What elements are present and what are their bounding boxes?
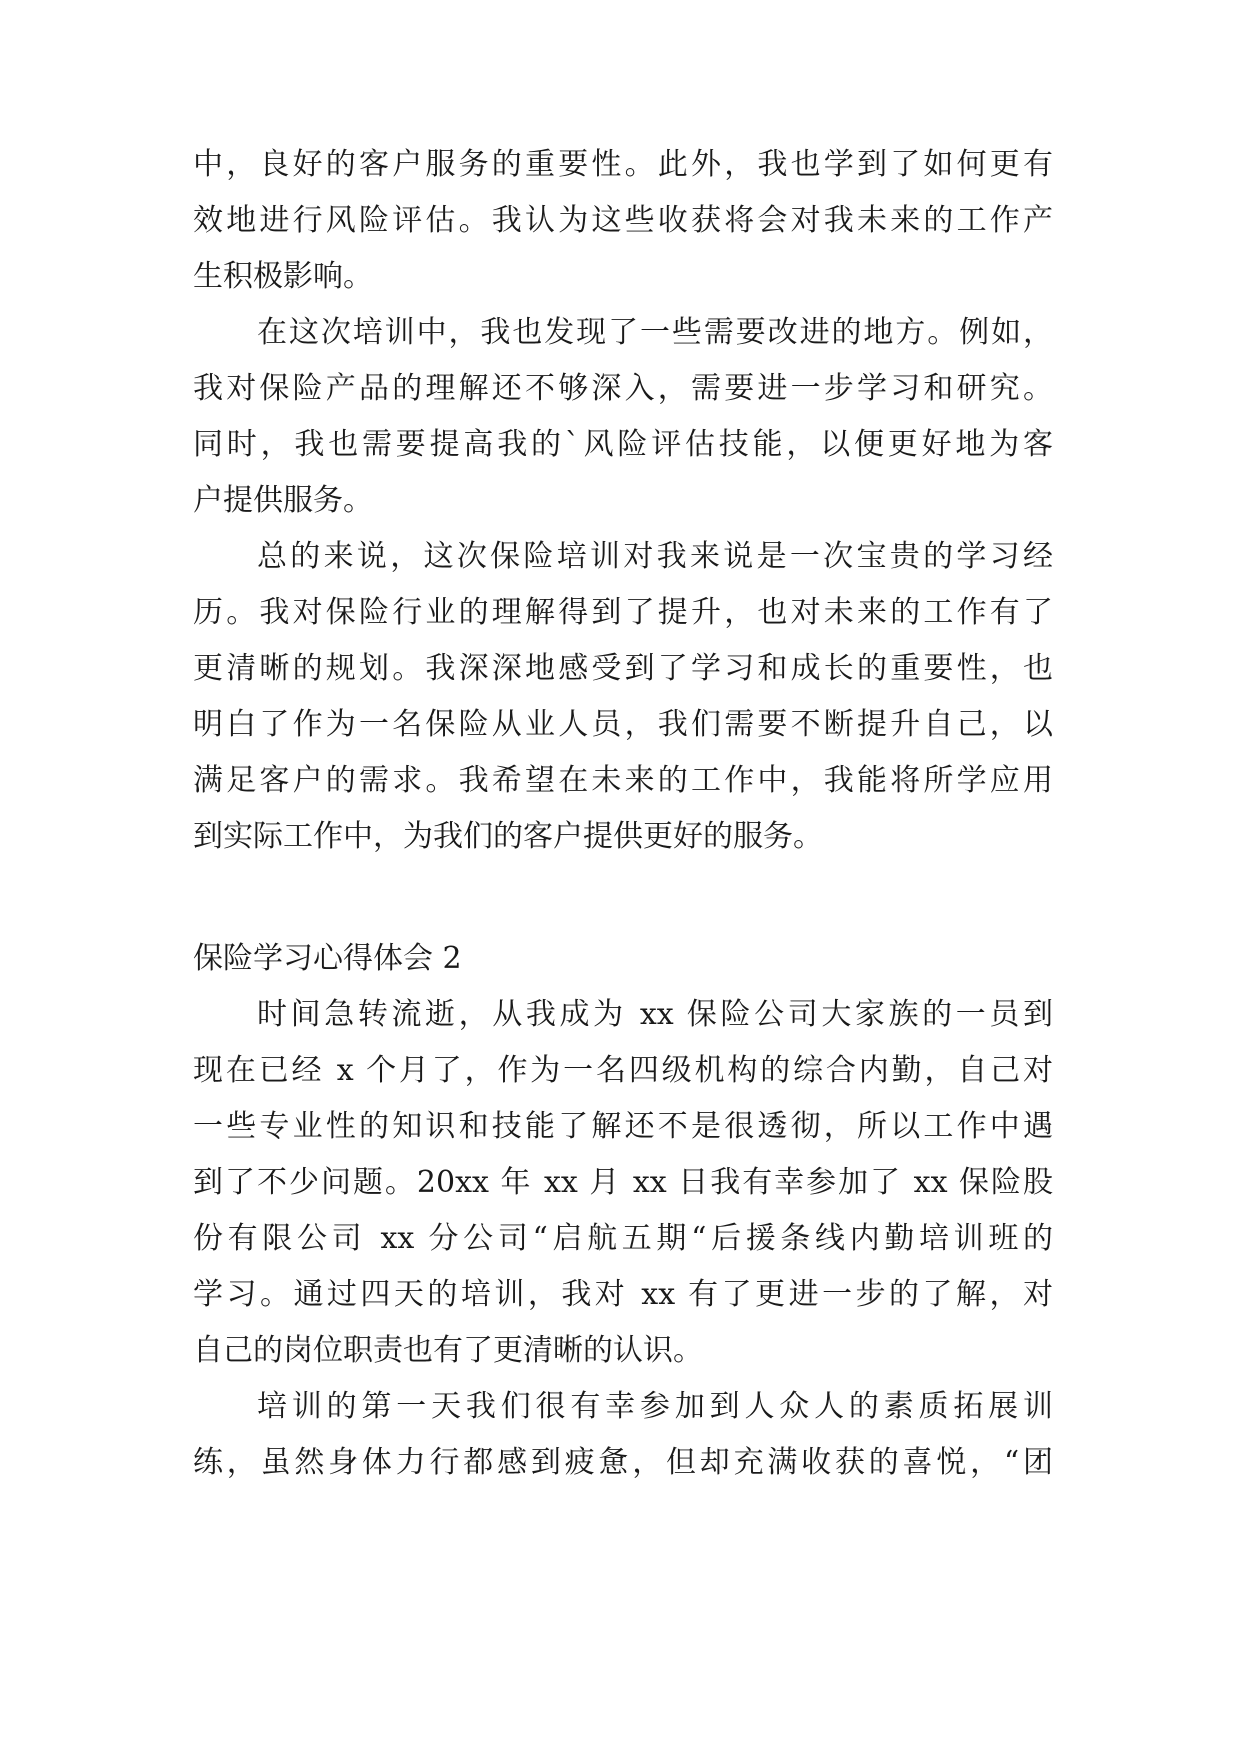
paragraph-3-line-4: 明白了作为一名保险从业人员，我们需要不断提升自己，以 [193, 707, 1053, 742]
paragraph-4-line-2: 现在已经 x 个月了，作为一名四级机构的综合内勤，自己对 [193, 1053, 1053, 1088]
paragraph-3-line-1: 总的来说，这次保险培训对我来说是一次宝贵的学习经 [257, 539, 1053, 574]
section-heading: 保险学习心得体会 2 [193, 941, 462, 976]
paragraph-1-line-1: 中，良好的客户服务的重要性。此外，我也学到了如何更有 [193, 147, 1053, 182]
paragraph-4-line-3: 一些专业性的知识和技能了解还不是很透彻，所以工作中遇 [193, 1109, 1053, 1144]
paragraph-5-line-1: 培训的第一天我们很有幸参加到人众人的素质拓展训 [257, 1389, 1053, 1424]
paragraph-4-line-1: 时间急转流逝，从我成为 xx 保险公司大家族的一员到 [257, 997, 1053, 1032]
paragraph-4-line-7: 自己的岗位职责也有了更清晰的认识。 [193, 1333, 703, 1368]
paragraph-1-line-2: 效地进行风险评估。我认为这些收获将会对我未来的工作产 [193, 203, 1053, 238]
paragraph-1-line-3: 生积极影响。 [193, 259, 373, 294]
paragraph-4-line-4: 到了不少问题。20xx 年 xx 月 xx 日我有幸参加了 xx 保险股 [193, 1165, 1053, 1200]
paragraph-3-line-6: 到实际工作中，为我们的客户提供更好的服务。 [193, 819, 823, 854]
paragraph-2-line-3: 同时，我也需要提高我的`风险评估技能，以便更好地为客 [193, 427, 1053, 462]
paragraph-4-line-6: 学习。通过四天的培训，我对 xx 有了更进一步的了解，对 [193, 1277, 1053, 1312]
paragraph-2-line-4: 户提供服务。 [193, 483, 373, 518]
paragraph-3-line-2: 历。我对保险行业的理解得到了提升，也对未来的工作有了 [193, 595, 1053, 630]
paragraph-2-line-2: 我对保险产品的理解还不够深入，需要进一步学习和研究。 [193, 371, 1053, 406]
paragraph-2-line-1: 在这次培训中，我也发现了一些需要改进的地方。例如， [257, 315, 1053, 350]
paragraph-3-line-3: 更清晰的规划。我深深地感受到了学习和成长的重要性，也 [193, 651, 1053, 686]
paragraph-5-line-2: 练，虽然身体力行都感到疲惫，但却充满收获的喜悦，“团 [193, 1445, 1053, 1480]
paragraph-3-line-5: 满足客户的需求。我希望在未来的工作中，我能将所学应用 [193, 763, 1053, 798]
paragraph-4-line-5: 份有限公司 xx 分公司“启航五期“后援条线内勤培训班的 [193, 1221, 1053, 1256]
